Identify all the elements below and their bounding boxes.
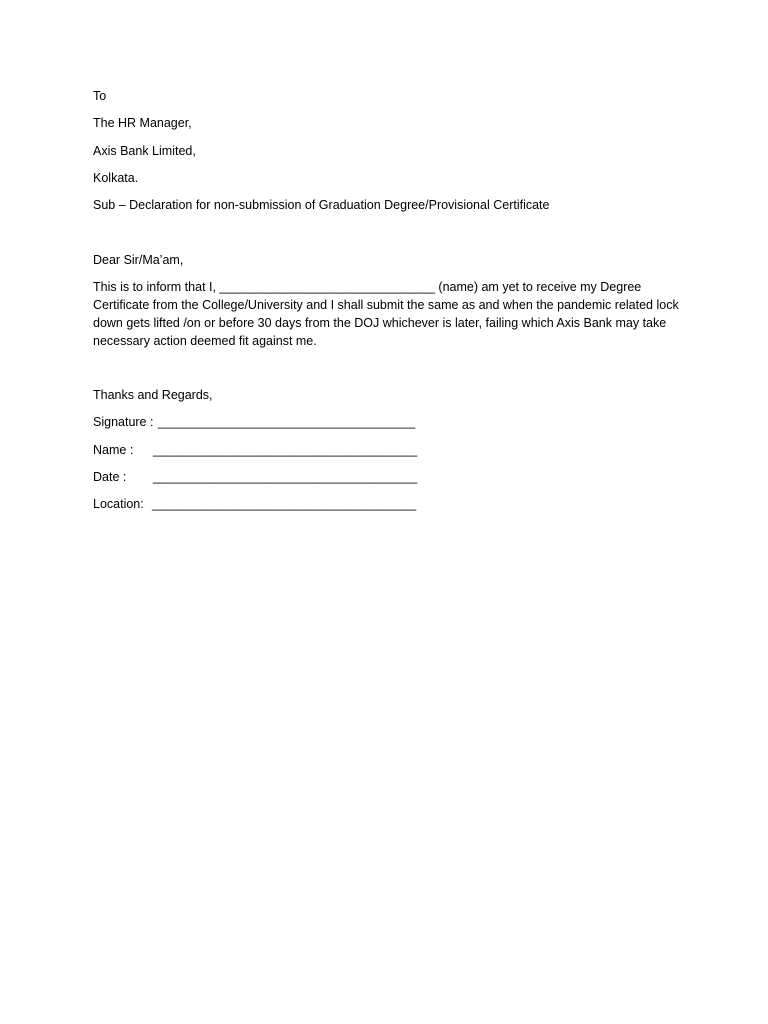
salutation: Dear Sir/Ma’am, <box>93 253 184 267</box>
closing: Thanks and Regards, <box>93 388 213 402</box>
name-label: Name : <box>93 443 134 457</box>
address-recipient: The HR Manager, <box>93 116 192 130</box>
address-to: To <box>93 89 107 103</box>
location-label: Location: <box>93 497 144 511</box>
date-blank: ______________________________________ <box>153 470 418 484</box>
name-blank: ______________________________________ <box>153 443 418 457</box>
date-label: Date : <box>93 470 127 484</box>
address-city: Kolkata. <box>93 171 139 185</box>
subject-line: Sub – Declaration for non-submission of Graduation Degree/Provisional Certificate <box>93 198 550 212</box>
address-company: Axis Bank Limited, <box>93 144 196 158</box>
location-blank: ______________________________________ <box>152 497 417 511</box>
signature-label: Signature : <box>93 415 154 429</box>
declaration-body: This is to inform that I, _______________________________ (name) am yet to receive my Degree Certificate from the College/University and I shall submit the same as and when the pandemic related lock down gets lifted /on or before 30 days from the DOJ whichever is later, failing which Axis Bank may take necessary action deemed fit against me. <box>93 280 679 348</box>
signature-blank: _____________________________________ <box>158 415 416 429</box>
